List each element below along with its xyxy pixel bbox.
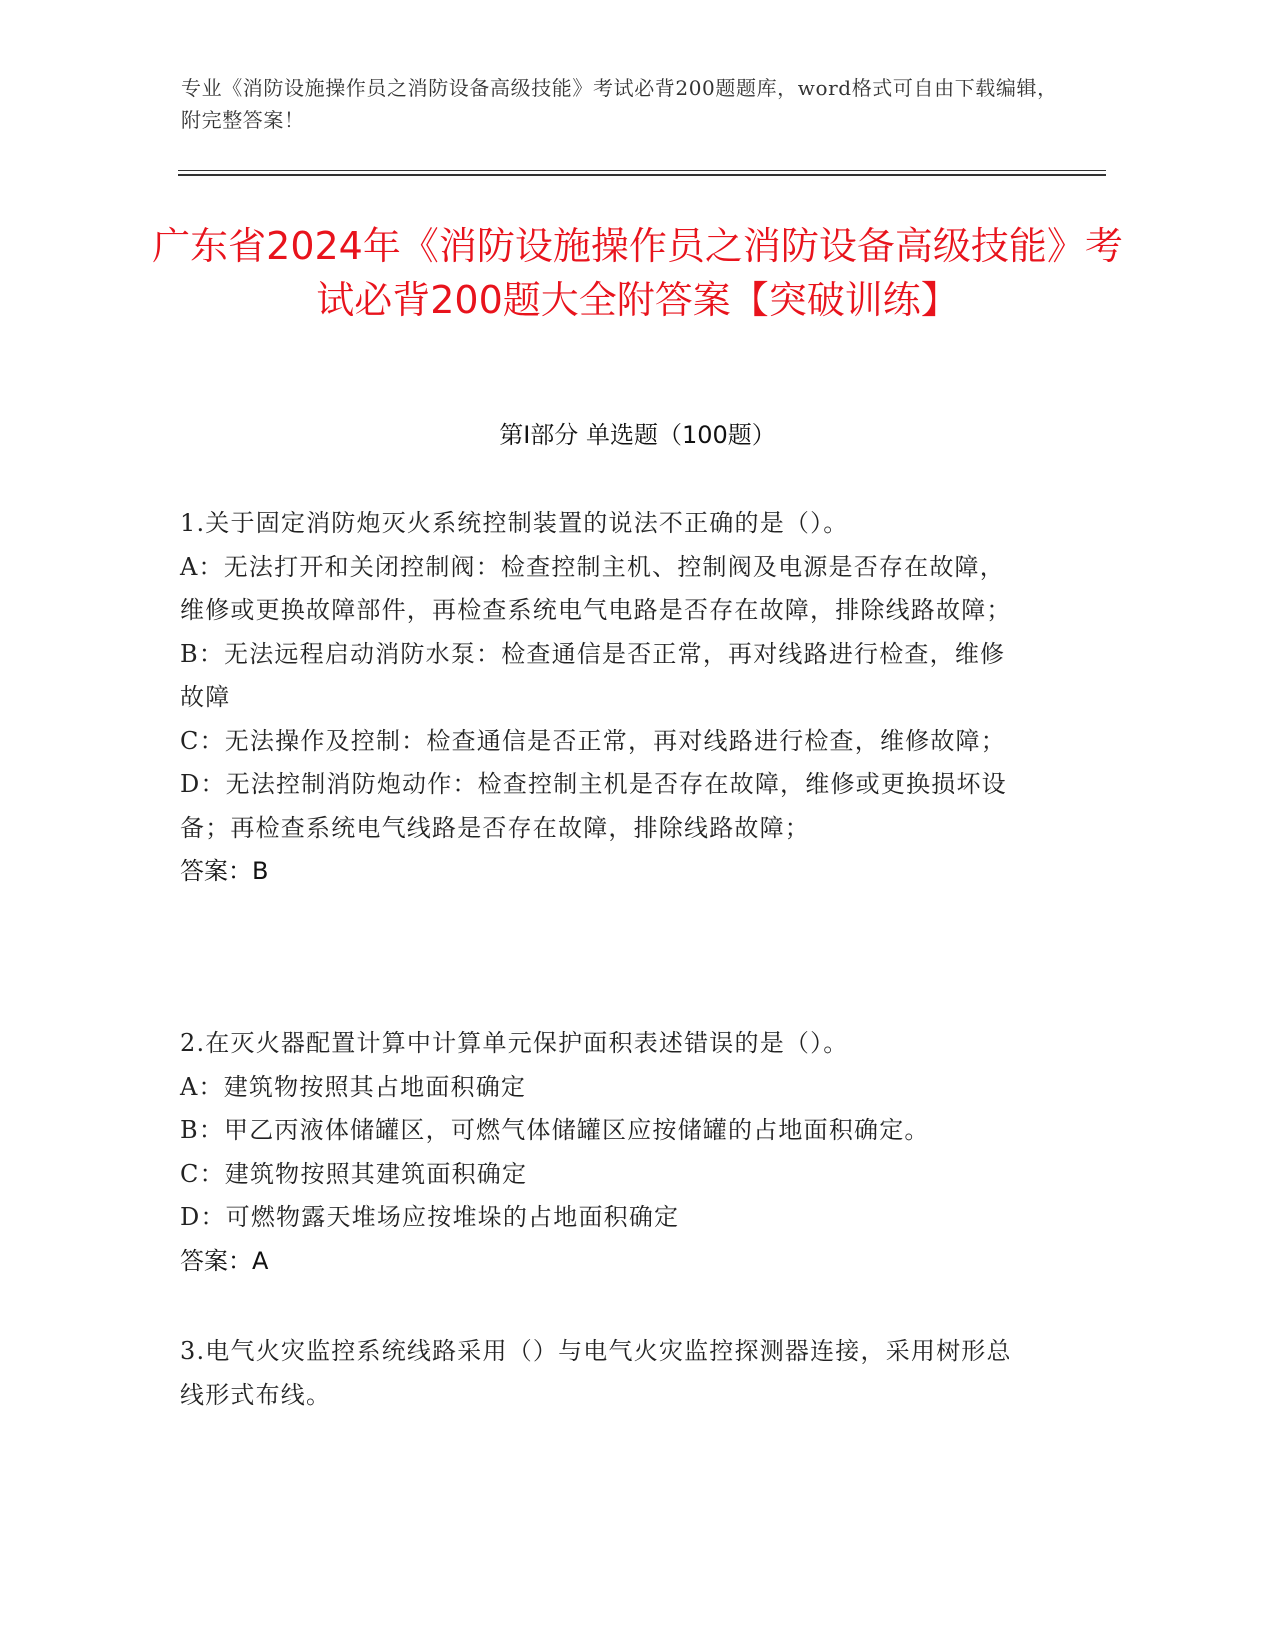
- option-d: D：可燃物露天堆场应按堆垛的占地面积确定: [180, 1203, 680, 1231]
- option-a: A：无法打开和关闭控制阀：检查控制主机、控制阀及电源是否存在故障，维修或更换故障部件，再检查系统电气电路是否存在故障，排除线路故障；: [180, 552, 1012, 624]
- option-d: D：无法控制消防炮动作：检查控制主机是否存在故障，维修或更换损坏设备；再检查系统电气线路是否存在故障，排除线路故障；: [180, 770, 1007, 842]
- question-stem: 1.关于固定消防炮灭火系统控制装置的说法不正确的是（）。: [180, 509, 849, 537]
- question-stem: 3.电气火灾监控系统线路采用（）与电气火灾监控探测器连接，采用树形总线形式布线。: [180, 1337, 1012, 1409]
- question-block: [180, 1330, 1030, 1417]
- header-divider-thin: [178, 170, 1106, 171]
- answer-line: 答案：B: [180, 857, 269, 885]
- option-b: B：无法远程启动消防水泵：检查通信是否正常，再对线路进行检查，维修故障: [180, 639, 1006, 711]
- header-divider-thick: [178, 174, 1106, 176]
- question-block: [180, 1022, 1030, 1283]
- option-b: B：甲乙丙液体储罐区，可燃气体储罐区应按储罐的占地面积确定。: [180, 1116, 930, 1144]
- document-title: 广东省2024年《消防设施操作员之消防设备高级技能》考试必背200题大全附答案【突破训练】: [152, 224, 1123, 322]
- question-stem: 2.在灭火器配置计算中计算单元保护面积表述错误的是（）。: [180, 1029, 849, 1057]
- option-c: C：无法操作及控制：检查通信是否正常，再对线路进行检查，维修故障；: [180, 726, 1006, 755]
- header-note: 专业《消防设施操作员之消防设备高级技能》考试必背200题题库，word格式可自由下载编辑，附完整答案！: [181, 76, 1058, 132]
- option-c: C：建筑物按照其建筑面积确定: [180, 1159, 528, 1188]
- answer-line: 答案：A: [180, 1246, 269, 1275]
- option-a: A：建筑物按照其占地面积确定: [180, 1072, 527, 1101]
- question-block: [180, 502, 1030, 894]
- section-title: 第Ⅰ部分 单选题（100题）: [499, 421, 776, 449]
